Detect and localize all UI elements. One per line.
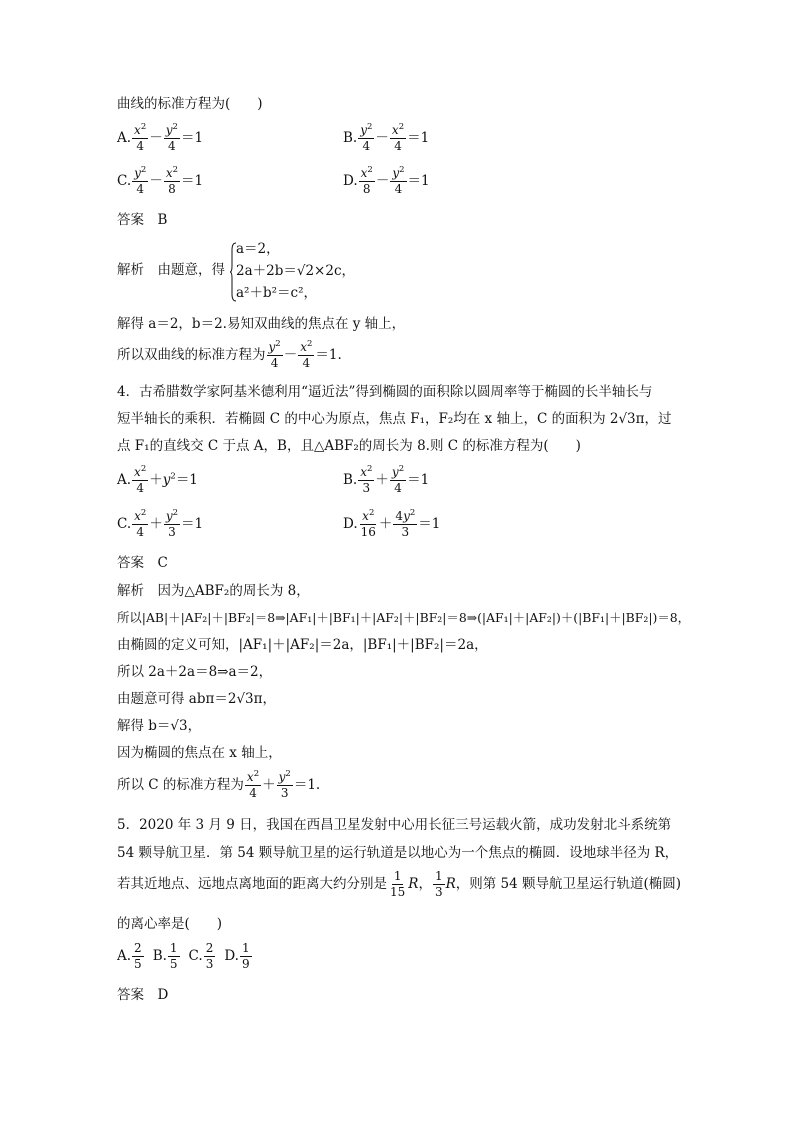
q3-answer: 答案 B bbox=[117, 212, 168, 228]
q4-stem-line1: 4．古希腊数学家阿基米德利用“逼近法”得到椭圆的面积除以圆周率等于椭圆的长半轴长与 bbox=[117, 384, 653, 400]
q3-system-eq2: 2a＋2b＝√2×2c， bbox=[236, 263, 356, 279]
q4-answer: 答案 C bbox=[117, 555, 168, 571]
q3-option-b[interactable]: B. $\frac{y^2}{4}$ － $\frac{x^2}{4}$ ＝1 bbox=[343, 122, 430, 154]
q4-analysis-line4: 所以 2a＋2a＝8⇒a＝2， bbox=[117, 664, 273, 680]
q4-option-a[interactable]: A. $\frac{x^2}{4}$ $+y^2=1$ bbox=[117, 464, 198, 496]
q3-option-c[interactable]: C. $\frac{y^2}{4}$ － $\frac{x^2}{8}$ ＝1 bbox=[117, 165, 204, 197]
q5-stem-line3: 若其近地点、远地点离地面的距离大约分别是 $\frac{1}{15}$ R， $\frac{1}{3}$ R ，则第 54 颗导航卫星运行轨道(椭圆) bbox=[117, 869, 682, 900]
q4-stem-line2: 短半轴长的乘积．若椭圆 C 的中心为原点，焦点 F₁，F₂均在 x 轴上，C 的面积为 2√3π，过 bbox=[117, 411, 672, 427]
q4-stem-line3: 点 F₁的直线交 C 于点 A，B，且△ABF₂的周长为 8.则 C 的标准方程为( ) bbox=[117, 438, 581, 454]
q5-answer: 答案 D bbox=[117, 987, 169, 1003]
q3-result: 所以双曲线的标准方程为 $\frac{y^2}{4}$ － $\frac{x^2}{4}$ ＝1. bbox=[117, 339, 342, 371]
q5-stem-line1: 5．2020 年 3 月 9 日，我国在西昌卫星发射中心用长征三号运载火箭，成功发射北斗系统第 bbox=[117, 817, 672, 833]
q5-stem-line4: 的离心率是( ) bbox=[117, 916, 223, 932]
q3-solve-line: 解得 a＝2，b＝2.易知双曲线的焦点在 y 轴上， bbox=[117, 316, 406, 332]
q3-option-a[interactable]: A. $\frac{x^2}{4}$ － $\frac{y^2}{4}$ ＝1 bbox=[117, 122, 204, 154]
q3-analysis-prefix: 解析 由题意，得 bbox=[117, 262, 225, 278]
q4-option-c[interactable]: C. $\frac{x^2}{4}$ ＋ $\frac{y^2}{3}$ ＝1 bbox=[117, 508, 204, 540]
q3-stem-tail: 曲线的标准方程为( ) bbox=[117, 96, 263, 112]
q5-option-c[interactable]: C. $\frac{2}{3}$ bbox=[188, 941, 214, 972]
q5-stem-line2: 54 颗导航卫星．第 54 颗导航卫星的运行轨道是以地心为一个焦点的椭圆．设地球半径为 R， bbox=[117, 845, 679, 861]
q4-option-d[interactable]: D. $\frac{x^2}{16}$ ＋ $\frac{4y^2}{3}$ ＝1 bbox=[343, 508, 441, 540]
q4-result: 所以 C 的标准方程为 $\frac{x^2}{4}$ ＋ $\frac{y^2}{3}$ ＝1. bbox=[117, 769, 321, 801]
q4-analysis-line2: 所以|AB|＋|AF₂|＋|BF₂|＝8⇒|AF₁|＋|BF₁|＋|AF₂|＋|BF₂|＝8⇒(|AF₁|＋|AF₂|)＋(|BF₁|＋|BF₂|)＝8， bbox=[117, 610, 691, 625]
q5-option-d[interactable]: D. $\frac{1}{9}$ bbox=[224, 941, 250, 972]
q4-analysis-line5: 由题意可得 abπ＝2√3π， bbox=[117, 691, 277, 707]
q3-system-eq1: a＝2， bbox=[236, 241, 280, 257]
q4-analysis-line1: 解析 因为△ABF₂的周长为 8， bbox=[117, 583, 310, 599]
q3-system-eq3: a²＋b²＝c²， bbox=[236, 285, 317, 301]
q5-option-b[interactable]: B. $\frac{1}{5}$ bbox=[152, 941, 178, 972]
q4-analysis-line7: 因为椭圆的焦点在 x 轴上， bbox=[117, 745, 282, 761]
q5-options bbox=[117, 942, 253, 971]
q4-analysis-line3: 由椭圆的定义可知，|AF₁|＋|AF₂|＝2a，|BF₁|＋|BF₂|＝2a， bbox=[117, 637, 488, 653]
q5-option-a[interactable]: A. $\frac{2}{5}$ bbox=[117, 941, 142, 972]
q4-option-b[interactable]: B. $\frac{x^2}{3}$ ＋ $\frac{y^2}{4}$ ＝1 bbox=[343, 464, 430, 496]
q3-option-d[interactable]: D. $\frac{x^2}{8}$ － $\frac{y^2}{4}$ ＝1 bbox=[343, 165, 430, 197]
q4-analysis-line6: 解得 b＝√3， bbox=[117, 718, 202, 734]
